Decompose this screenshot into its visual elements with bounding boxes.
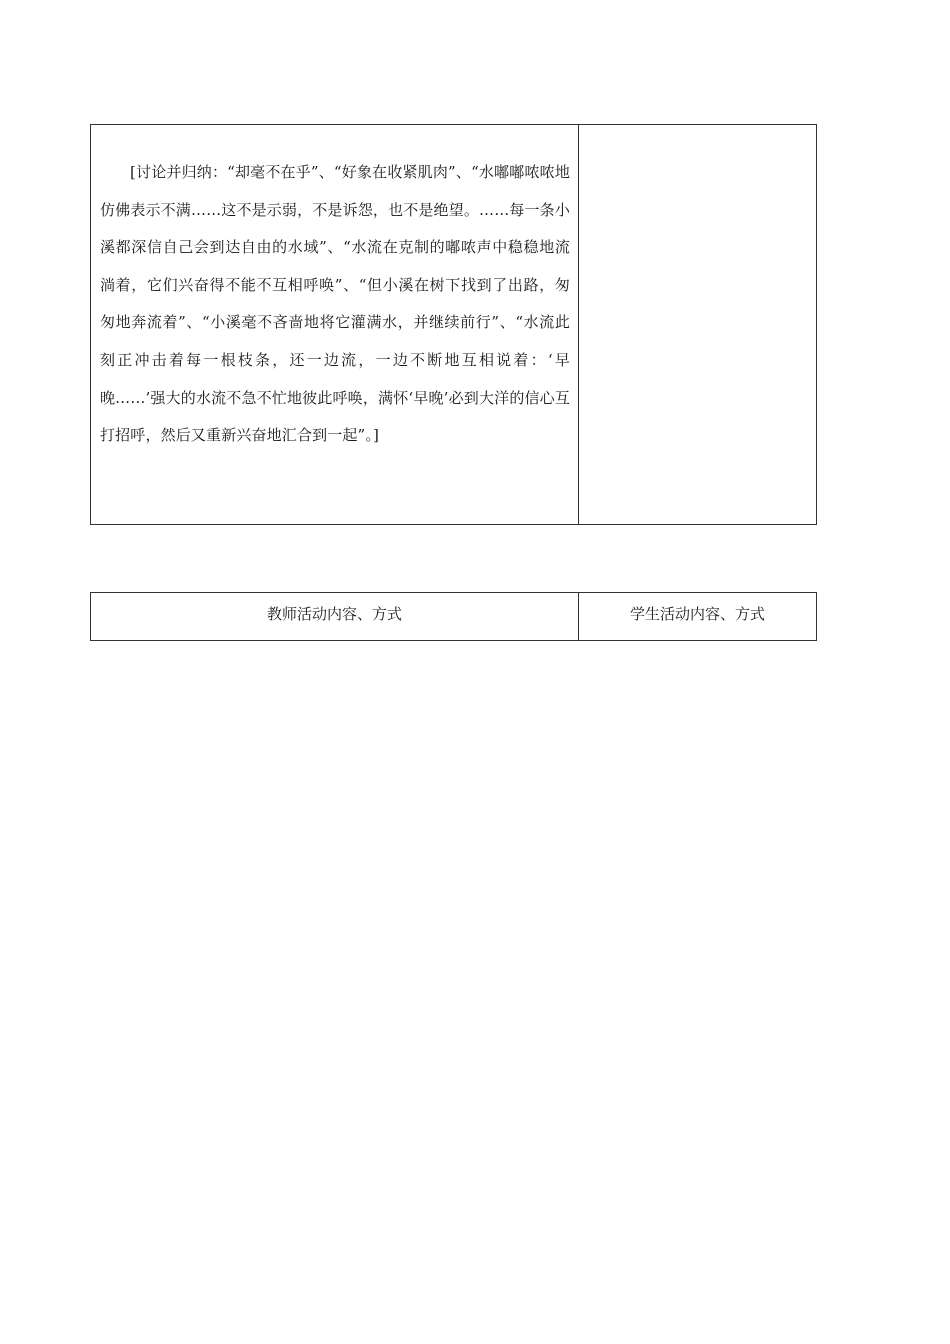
teacher-activity-header: 教师活动内容、方式 xyxy=(91,593,579,640)
activity-header-table xyxy=(90,592,817,641)
lesson-content-table xyxy=(90,124,817,525)
teacher-activity-cell xyxy=(91,125,579,524)
student-activity-header: 学生活动内容、方式 xyxy=(629,605,765,623)
discussion-summary-text: [讨论并归纳：“却毫不在乎”、“好象在收紧肌肉”、“水嘟嘟哝哝地仿佛表示不满……这不是示弱，不是诉怨，也不是绝望。……每一条小溪都深信自己会到达自由的水域”、“水流在克制的嘟哝声中稳稳地流淌着，它们兴奋得不能不互相呼唤”、“但小溪在树下找到了出路，匆匆地奔流着”、“小溪毫不吝啬地将它灌满水，并继续前行”、“水流此刻正冲击着每一根枝条，还一边流，一边不断地互相说着：‘早晚……’强大的水流不急不忙地彼此呼唤，满怀‘早晚’必到大洋的信心互打招呼，然后又重新兴奋地汇合到一起”。] xyxy=(100,163,570,445)
student-activity-cell xyxy=(579,125,816,524)
